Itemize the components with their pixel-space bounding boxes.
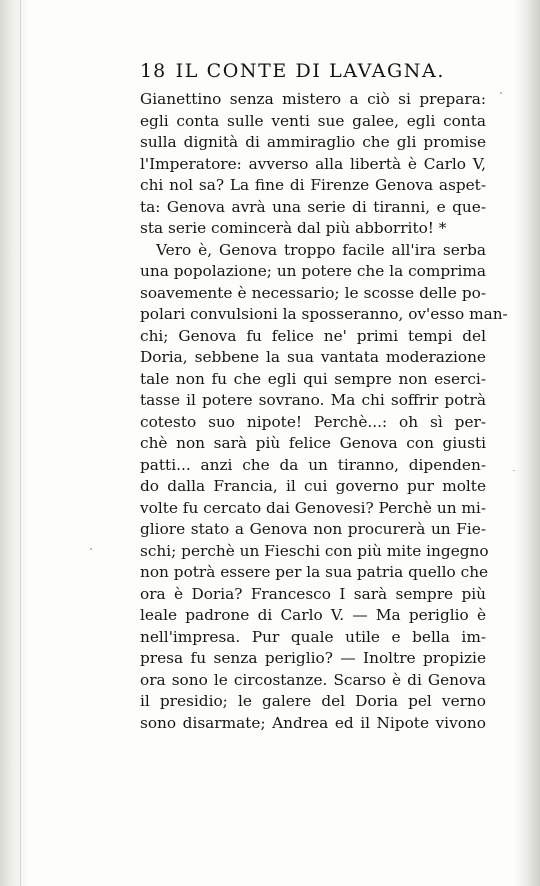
text-line: sono disarmate; Andrea ed il Nipote vivono [140, 713, 486, 732]
page-number: 18 [140, 60, 167, 82]
text-line: ora sono le circostanze. Scarso è di Genova [140, 670, 486, 689]
text-line: ta: Genova avrà una serie di tiranni, e que- [140, 197, 486, 216]
text-line: non potrà essere per la sua patria quello che [140, 563, 489, 581]
running-title: IL CONTE DI LAVAGNA. [175, 60, 445, 82]
text-line: sta serie comincerà dal più abborrito! * [140, 219, 447, 237]
paper-speck [513, 470, 515, 471]
text-line: Doria, sebbene la sua vantata moderazione [140, 348, 486, 366]
text-line: una popolazione; un potere che la comprima [140, 262, 486, 280]
text-line: nell'impresa. Pur quale utile e bella im- [140, 627, 486, 646]
text-line: tale non fu che egli qui sempre non eserci- [140, 369, 486, 388]
text-line: Vero è, Genova troppo facile all'ira serba [156, 240, 486, 259]
text-line: do dalla Francia, il cui governo pur molte [140, 477, 486, 495]
text-line: gliore stato a Genova non procurerà un Fie- [140, 520, 486, 538]
text-line: l'Imperatore: avverso alla libertà è Carlo V, [140, 154, 486, 173]
text-line: chi nol sa? La fine di Firenze Genova aspet- [140, 176, 486, 194]
text-line: chi; Genova fu felice ne' primi tempi del [140, 326, 486, 345]
page-left-edge [0, 0, 28, 886]
text-line: sulla dignità di ammiraglio che gli promise [140, 133, 486, 151]
text-line: egli conta sulle venti sue galee, egli conta [140, 111, 486, 130]
text-line: presa fu senza periglio? — Inoltre propizie [140, 649, 486, 667]
text-line: leale padrone di Carlo V. — Ma periglio è [140, 606, 486, 624]
text-line: ora è Doria? Francesco I sarà sempre più [140, 584, 486, 603]
paper-speck [500, 92, 502, 94]
page-right-edge [514, 0, 540, 886]
paper-speck [90, 548, 92, 550]
text-line: volte fu cercato dai Genovesi? Perchè un mi- [140, 498, 486, 517]
text-line: il presidio; le galere del Doria pel verno [140, 692, 486, 710]
text-line: soavemente è necessario; le scosse delle po- [140, 283, 486, 302]
text-line: tasse il potere sovrano. Ma chi soffrir potrà [140, 391, 486, 409]
text-line: polari convulsioni la sposseranno, ov'esso man- [140, 305, 508, 323]
text-line: chè non sarà più felice Genova con giusti [140, 434, 486, 452]
page-header [140, 60, 445, 88]
text-line: cotesto suo nipote! Perchè...: oh sì per- [140, 412, 486, 431]
page-fold-line [20, 0, 21, 886]
body-text [140, 89, 508, 734]
text-line: patti... anzi che da un tiranno, dipenden- [140, 455, 486, 474]
text-line: schi; perchè un Fieschi con più mite ingegno [140, 541, 489, 560]
text-line: Gianettino senza mistero a ciò si prepara: [140, 90, 486, 108]
